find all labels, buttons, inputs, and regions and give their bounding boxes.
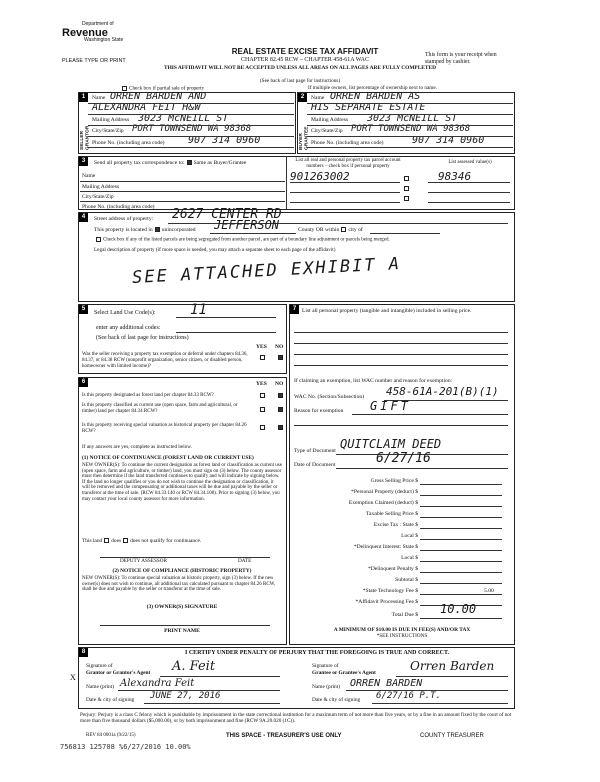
s3-name-label: Name <box>82 173 96 179</box>
s5-no: NO <box>275 344 284 350</box>
section-2-number: 2 <box>298 93 307 102</box>
grantor-sig-label2: Grantor or Grantor's Agent <box>86 670 151 676</box>
land-use-code[interactable]: 11 <box>190 302 207 318</box>
total-due-value[interactable]: 10.00 <box>440 602 477 616</box>
segregated-label: Check box if any of the listed parcels are being segregated from another parcel, are part of a boundary line adjustment or parcels being merged. <box>103 237 390 243</box>
buyer-name-line2[interactable]: HIS SEPARATE ESTATE <box>311 102 426 113</box>
assessed-value[interactable]: 98346 <box>438 170 472 183</box>
local-2-line[interactable] <box>420 555 502 562</box>
grantee-sig-label1: Signature of <box>312 663 339 669</box>
delinquent-penalty-line[interactable] <box>420 566 502 573</box>
seller-side-label: SELLER GRANTOR <box>80 125 91 150</box>
other-codes-label: enter any additional codes: <box>96 325 161 331</box>
does-not-checkbox[interactable] <box>123 538 128 543</box>
grantee-date-label: Date & city of signing <box>312 697 361 703</box>
grantee-name-label: Name (print) <box>312 684 340 690</box>
parcel-number[interactable]: 901263002 <box>290 170 350 183</box>
section-4-number: 4 <box>79 213 88 222</box>
s6-q3-yes[interactable] <box>260 425 265 430</box>
excise-state-label: Excise Tax : State $ <box>373 522 418 528</box>
s5-yes: YES <box>256 344 267 350</box>
pp-checkbox-1[interactable] <box>404 176 409 181</box>
s3-phone-label: Phone No. (including area code) <box>82 204 155 210</box>
compliance-text: NEW OWNER(S): To continue special valuation as historic property, sign (3) below. If the new owner(s) does not wish to continue, all additional tax calculated pursuant to chapter 84.26 RCW, shall be due and payable by the seller or transferor at the time of sale. <box>82 576 276 593</box>
seller-mailing[interactable]: 3023 McNEILL ST <box>138 113 229 124</box>
s3-mailing-label: Mailing Address <box>82 184 120 190</box>
exemption-label: If claiming an exemption, list WAC number and reason for exemption: <box>294 378 453 384</box>
s6-q2: Is this property classified as current use (open space, farm and agricultural, or timber) land per chapter 84.34 RCW? <box>82 403 238 414</box>
continuance-title: (1) NOTICE OF CONTINUANCE (FOREST LAND OR CURRENT USE) <box>82 455 254 461</box>
assessed-header: List assessed value(s) <box>448 160 492 165</box>
deputy-date-label: DATE <box>238 558 252 564</box>
treasurer-use-only: THIS SPACE - TREASURER'S USE ONLY <box>226 733 342 739</box>
located-label: This property is located in <box>94 227 153 233</box>
tech-fee-label: *State Technology Fee $ <box>362 588 418 594</box>
buyer-city[interactable]: PORT TOWNSEND WA 98368 <box>351 124 471 134</box>
s6-if-yes: If any answers are yes, complete as instructed below. <box>82 444 193 450</box>
seller-phone[interactable]: 907 314 0960 <box>188 135 261 146</box>
seller-name-label: Name <box>92 95 106 101</box>
s6-q2-no[interactable] <box>278 407 283 412</box>
pp-checkbox-2[interactable] <box>404 186 409 191</box>
this-land-label: This land <box>82 538 103 544</box>
minimum-due: A MINIMUM OF $10.00 IS DUE IN FEE(S) AND/OR TAX <box>333 627 471 633</box>
send-correspondence-label: Send all property tax correspondence to: <box>94 160 185 166</box>
grantor-date[interactable]: JUNE 27, 2016 <box>150 691 221 701</box>
grantor-sig-label1: Signature of <box>86 663 113 669</box>
subtotal-label: Subtotal $ <box>395 577 418 583</box>
city-checkbox[interactable] <box>341 227 346 232</box>
county[interactable]: JEFFERSON <box>214 218 280 232</box>
receipt-note: This form is your receipt when stamped by cashier. <box>425 52 497 65</box>
owner-print-name-label: PRINT NAME <box>164 628 200 634</box>
delinquent-state-line[interactable] <box>420 544 502 551</box>
see-back: (See back of last page for instructions) <box>259 78 341 84</box>
reason-label: Reason for exemption <box>294 408 344 414</box>
section-7-number: 7 <box>290 305 299 314</box>
excise-state-line[interactable] <box>420 522 502 529</box>
s5-yes-checkbox[interactable] <box>260 355 265 360</box>
street-address[interactable]: 2627 CENTER RD <box>172 207 282 222</box>
section-6-number: 6 <box>79 378 88 387</box>
form-title: REAL ESTATE EXCISE TAX AFFIDAVIT <box>231 47 379 56</box>
perjury-notice: Perjury: Perjury is a class C felony which is punishable by imprisonment in the state correctional institution for a maximum term of not more than five years, or by a fine in an amount fixed by the court of not more than five thousand dollars ($5,000.00), or by both imprisonment and fine (RCW 9A.20.020 (1C)). <box>80 712 512 725</box>
exemption-reason[interactable]: GIFT <box>370 399 411 413</box>
doc-type[interactable]: QUITCLAIM DEED <box>340 437 442 451</box>
rev-number: REV 84 0001a (9/22/15) <box>86 733 136 738</box>
s6-q1: Is this property designated as forest land per chapter 84.33 RCW? <box>82 393 214 398</box>
grantor-name[interactable]: Alexandra Feit <box>120 678 195 689</box>
legal-label: Legal description of property (if more space is needed, you may attach a separate sheet to each page of the affidavit) <box>94 247 336 253</box>
parcel-header: List all real and personal property tax parcel account numbers – check box if personal property <box>295 158 401 169</box>
segregated-note <box>94 237 390 243</box>
local-2-label: Local $ <box>401 555 418 561</box>
certify-statement: I CERTIFY UNDER PENALTY OF PERJURY THAT THE FOREGOING IS TRUE AND CORRECT. <box>185 650 450 656</box>
see-instructions: *SEE INSTRUCTIONS <box>376 633 428 639</box>
legal-description[interactable]: SEE ATTACHED EXHIBIT A <box>131 253 402 289</box>
partial-sale-label: Check box if partial sale of property <box>129 85 205 92</box>
does-label: does <box>111 538 122 544</box>
personal-property-line[interactable] <box>420 489 502 496</box>
county-treasurer: COUNTY TREASURER <box>420 733 484 739</box>
local-1-label: Local $ <box>401 533 418 539</box>
buyer-mailing[interactable]: 3023 McNEILL ST <box>367 113 458 124</box>
grantee-name[interactable]: ORREN BARDEN <box>350 678 423 689</box>
s6-q2-yes[interactable] <box>260 407 265 412</box>
does-checkbox[interactable] <box>104 538 109 543</box>
subtotal-line[interactable] <box>420 577 502 584</box>
multiple-owners: If multiple owners, list percentage of ownership next to name. <box>308 85 437 91</box>
s6-q3-no[interactable] <box>278 425 283 430</box>
wac-label: WAC No. (Section/Subsection) <box>294 394 365 400</box>
section-8-number: 8 <box>79 648 88 657</box>
exemption-claimed-label: Exemption Claimed (deduct) $ <box>348 500 418 506</box>
seller-mailing-label: Mailing Address <box>92 117 130 123</box>
x-mark: X <box>70 673 76 682</box>
county-label: County OR within <box>298 227 340 233</box>
section-4-property <box>78 212 515 302</box>
grantee-sig-label2: Grantee or Grantee's Agent <box>312 670 376 676</box>
s6-q1-no[interactable] <box>278 393 283 398</box>
delinquent-penalty-label: *Delinquent Penalty $ <box>367 566 418 572</box>
taxable-selling-line[interactable] <box>420 511 502 518</box>
owner-signature-label: (3) OWNER(S) SIGNATURE <box>146 604 218 610</box>
land-use-label: Select Land Use Code(s): <box>94 310 156 316</box>
processing-fee-label: *Affidavit Processing Fee $ <box>355 599 418 605</box>
located-in <box>94 227 196 233</box>
seller-city[interactable]: PORT TOWNSEND WA 98368 <box>132 124 252 134</box>
cashier-stamp: 756813 125708 %6/27/2016 10.00% <box>60 743 191 751</box>
wac-number[interactable]: 458-61A-201(B)(1) <box>386 385 499 398</box>
doc-type-label: Type of Document <box>294 448 336 454</box>
unincorporated-checkbox[interactable] <box>155 227 160 232</box>
seller-city-label: City/State/Zip <box>92 128 124 134</box>
dept-line1: Department of <box>82 21 114 27</box>
doc-date-label: Date of Document <box>294 462 336 468</box>
unincorporated-label: unincorporated <box>161 227 196 233</box>
city-of-label: city of <box>348 227 363 233</box>
total-due-label: Total Due $ <box>391 612 418 618</box>
personal-property-deduct-label: *Personal Property (deduct) $ <box>351 489 418 495</box>
continuance-text: NEW OWNER(S): To continue the current designation as forest land or classification as current use (open space, farm and agriculture, or timber) land, you must sign on (3) below. The county assessor must then determine if the land transferred continues to qualify and will indicate by signing below. If the land no longer qualifies or you do not wish to continue the designation or classification, it will be removed and the compensating or additional taxes will be due and payable by the seller or transferor at the time of sale. (RCW 84.33.140 or RCW 84.34.108). Prior to signing (3) below, you may contact your local county assessor for more information. <box>82 463 282 502</box>
tech-fee-value: 5.00 <box>484 588 494 594</box>
buyer-city-label: City/State/Zip <box>311 128 343 134</box>
s5-no-checkbox[interactable] <box>278 355 283 360</box>
pp-checkbox-3[interactable] <box>404 196 409 201</box>
seller-name-line2[interactable]: ALEXANDRA FEIT H&W <box>92 102 201 113</box>
s5-exempt-question: Was the seller receiving a property tax exemption or deferral under chapters 84.36, 84.37, or 84.38 RCW (nonprofit organization, senior citizen, or disabled person, homeowner with limited income)? <box>82 352 248 369</box>
seller-phone-label: Phone No. (including area code) <box>92 140 165 146</box>
grantee-signature[interactable]: Orren Barden <box>410 659 495 673</box>
grantor-name-label: Name (print) <box>86 684 114 690</box>
qualify-line <box>82 538 201 544</box>
section-5-number: 5 <box>79 305 88 314</box>
form-warning: THIS AFFIDAVIT WILL NOT BE ACCEPTED UNLESS ALL AREAS ON ALL PAGES ARE FULLY COMPLETED <box>163 65 436 71</box>
s5-see-back: (See back of last page for instructions) <box>96 335 189 341</box>
buyer-side-label: BUYER GRANTEE <box>299 126 310 150</box>
send-correspondence <box>94 160 246 166</box>
gross-selling-label: Gross Selling Price $ <box>370 478 418 484</box>
deputy-assessor-label: DEPUTY ASSESSOR <box>120 558 167 564</box>
taxable-selling-label: Taxable Selling Price $ <box>366 511 418 517</box>
segregated-checkbox[interactable] <box>96 237 101 242</box>
s6-q1-yes[interactable] <box>260 393 265 398</box>
s6-yes: YES <box>256 381 267 387</box>
does-not-label: does not qualify for continuance. <box>130 538 202 544</box>
form-chapter: CHAPTER 82.45 RCW – CHAPTER 458-61A WAC <box>241 57 369 63</box>
grantee-date[interactable]: 6/27/16 P.T. <box>376 691 442 701</box>
street-label: Street address of property: <box>94 216 154 222</box>
buyer-phone[interactable]: 907 314 0960 <box>412 135 485 146</box>
section-3-number: 3 <box>79 157 88 166</box>
compliance-title: (2) NOTICE OF COMPLIANCE (HISTORIC PROPERTY) <box>112 568 252 574</box>
county-or-within <box>298 227 363 233</box>
s6-q3: Is this property receiving special valuation as historical property per chapter 84.26 RCW? <box>82 423 247 434</box>
gross-selling-line[interactable] <box>420 478 502 485</box>
local-1-line[interactable] <box>420 533 502 540</box>
delinquent-state-label: *Delinquent Interest: State $ <box>353 544 418 550</box>
same-as-buyer-checkbox[interactable] <box>187 160 192 165</box>
dor-logo <box>62 22 147 44</box>
exemption-claimed-line[interactable] <box>420 500 502 507</box>
buyer-name-label: Name <box>311 95 325 101</box>
dept-line3: Washington State <box>84 36 124 43</box>
grantor-date-label: Date & city of signing <box>86 697 135 703</box>
grantor-signature[interactable]: A. Feit <box>172 659 216 674</box>
s3-city-label: City/State/Zip <box>82 194 114 200</box>
doc-date[interactable]: 6/27/16 <box>376 451 431 466</box>
personal-property-label: List all personal property (tangible and intangible) included in selling price. <box>302 308 472 314</box>
s6-no: NO <box>275 381 284 387</box>
buyer-phone-label: Phone No. (including area code) <box>311 140 384 146</box>
seller-name-line1[interactable]: ORREN BARDEN AND <box>110 91 207 102</box>
buyer-mailing-label: Mailing Address <box>311 117 349 123</box>
same-as-buyer-label: Same as Buyer/Grantee <box>193 160 247 166</box>
section-1-number: 1 <box>79 93 88 102</box>
buyer-name-line1[interactable]: ORREN BARDEN AS <box>330 91 421 102</box>
dept-line2: Revenue <box>62 26 108 39</box>
print-note: PLEASE TYPE OR PRINT <box>62 58 126 64</box>
